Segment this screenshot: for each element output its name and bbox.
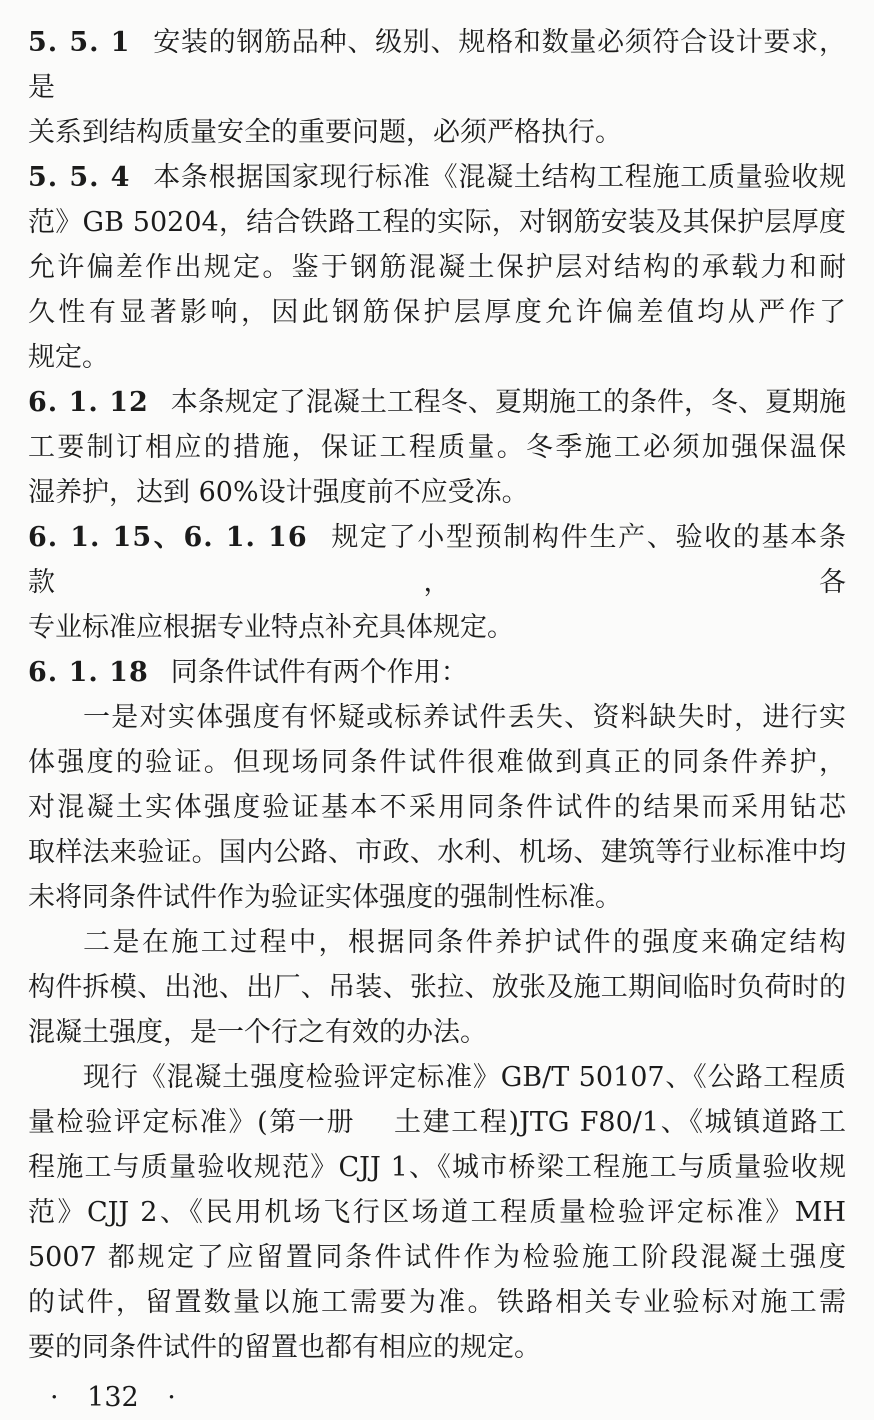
clause-text: 规定了小型预制构件生产、验收的基本条款，各 (28, 522, 846, 598)
text-line: 湿养护，达到 60%设计强度前不应受冻。 (28, 477, 529, 508)
text-line: 范》CJJ 2、《民用机场飞行区场道工程质量检验评定标准》MH (28, 1197, 846, 1228)
text-line: 取样法来验证。国内公路、市政、水利、机场、建筑等行业标准中均 (28, 837, 846, 868)
text-line: 规定。 (28, 342, 109, 373)
text-line: 要的同条件试件的留置也都有相应的规定。 (28, 1332, 541, 1363)
text-line: 构件拆模、出池、出厂、吊装、张拉、放张及施工期间临时负荷时的 (28, 972, 846, 1003)
text-line: 混凝土强度，是一个行之有效的办法。 (28, 1017, 487, 1048)
text-line: 5007 都规定了应留置同条件试件作为检验施工阶段混凝土强度 (28, 1242, 846, 1273)
clause-5-5-4 (28, 155, 846, 380)
clause-6-1-18 (28, 650, 846, 695)
clause-number: 6. 1. 15、6. 1. 16 (28, 522, 308, 553)
paragraph-first-purpose (28, 695, 846, 920)
text-line: 对混凝土实体强度验证基本不采用同条件试件的结果而采用钻芯 (28, 792, 846, 823)
text-line: 工要制订相应的措施，保证工程质量。冬季施工必须加强保温保 (28, 432, 846, 463)
clause-number: 5. 5. 4 (28, 162, 131, 193)
text-line: 未将同条件试件作为验证实体强度的强制性标准。 (28, 882, 622, 913)
clause-text: 本条根据国家现行标准《混凝土结构工程施工质量验收规 (152, 162, 846, 193)
text-line: 范》GB 50204，结合铁路工程的实际，对钢筋安装及其保护层厚度 (28, 207, 846, 238)
clause-text: 本条规定了混凝土工程冬、夏期施工的条件，冬、夏期施 (170, 387, 846, 418)
clause-number: 6. 1. 18 (28, 657, 149, 688)
text-line: 久性有显著影响，因此钢筋保护层厚度允许偏差值均从严作了 (28, 297, 846, 328)
text-line: 允许偏差作出规定。鉴于钢筋混凝土保护层对结构的承载力和耐 (28, 252, 846, 283)
text-line: 现行《混凝土强度检验评定标准》GB/T 50107、《公路工程质 (83, 1062, 846, 1093)
clause-5-5-1 (28, 20, 846, 155)
paragraph-second-purpose (28, 920, 846, 1055)
text-line: 专业标准应根据专业特点补充具体规定。 (28, 612, 514, 643)
text-line (28, 155, 846, 200)
clause-text: 安装的钢筋品种、级别、规格和数量必须符合设计要求，是 (28, 27, 846, 103)
text-line: 的试件，留置数量以施工需要为准。铁路相关专业验标对施工需 (28, 1287, 846, 1318)
text-line: 一是对实体强度有怀疑或标养试件丢失、资料缺失时，进行实 (83, 702, 846, 733)
text-line: 体强度的验证。但现场同条件试件很难做到真正的同条件养护， (28, 747, 846, 778)
clause-number: 5. 5. 1 (28, 27, 131, 58)
clause-6-1-15-16 (28, 515, 846, 650)
text-line: 量检验评定标准》(第一册 土建工程)JTG F80/1、《城镇道路工 (28, 1107, 846, 1138)
clause-6-1-12 (28, 380, 846, 515)
text-line (28, 515, 846, 605)
clause-number: 6. 1. 12 (28, 387, 149, 418)
text-line (28, 380, 846, 425)
text-line: 关系到结构质量安全的重要问题，必须严格执行。 (28, 117, 622, 148)
clause-text: 同条件试件有两个作用： (170, 657, 468, 688)
text-line: 二是在施工过程中，根据同条件养护试件的强度来确定结构 (83, 927, 846, 958)
paragraph-standards-reference (28, 1055, 846, 1370)
text-line: 程施工与质量验收规范》CJJ 1、《城市桥梁工程施工与质量验收规 (28, 1152, 846, 1183)
page-number: · 132 · (50, 1382, 176, 1413)
text-line (28, 20, 846, 110)
text-line (28, 650, 846, 695)
